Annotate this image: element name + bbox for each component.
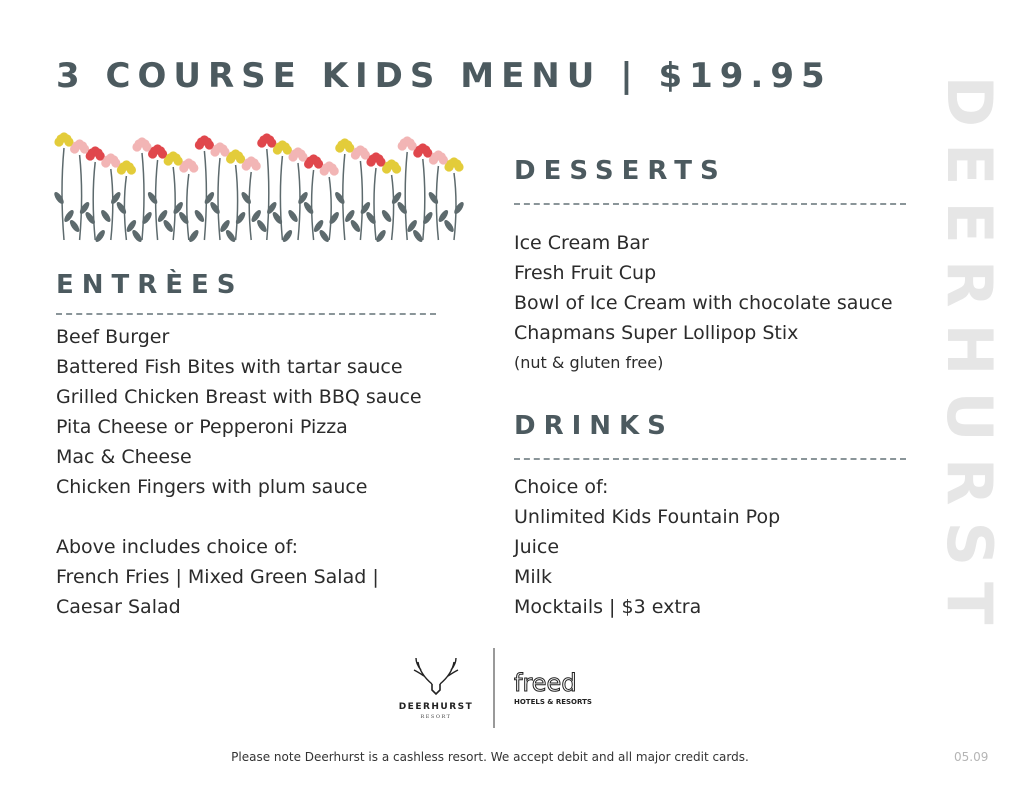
brand-logos (390, 644, 630, 734)
list-item: Mac & Cheese (56, 446, 192, 468)
drinks-heading: DRINKS (514, 411, 674, 441)
desserts-heading: DESSERTS (514, 156, 727, 186)
flower-border-illustration (56, 128, 474, 246)
desserts-divider (514, 203, 906, 205)
list-item: Battered Fish Bites with tartar sauce (56, 356, 403, 378)
list-item: Pita Cheese or Pepperoni Pizza (56, 416, 348, 438)
list-item: Chapmans Super Lollipop Stix (514, 322, 799, 344)
choice-intro: Above includes choice of: (56, 536, 299, 558)
deer-antler-icon (414, 658, 458, 694)
entrees-list (56, 322, 422, 502)
choice-line: Caesar Salad (56, 596, 181, 618)
watermark-text: DEERHURST (933, 75, 1006, 641)
drinks-divider (514, 458, 906, 460)
list-item: Bowl of Ice Cream with chocolate sauce (514, 292, 893, 314)
list-item: Ice Cream Bar (514, 232, 649, 254)
list-item: Unlimited Kids Fountain Pop (514, 506, 781, 528)
choice-line: French Fries | Mixed Green Salad | (56, 566, 379, 588)
dessert-note: (nut & gluten free) (514, 353, 664, 372)
deerhurst-watermark (933, 28, 1006, 688)
freed-logo-sub: HOTELS & RESORTS (514, 698, 592, 706)
entrees-choice-list (56, 532, 379, 622)
list-item: Juice (514, 536, 560, 558)
desserts-list (514, 228, 893, 378)
list-item: Beef Burger (56, 326, 170, 348)
entrees-heading: ENTRÈES (56, 270, 244, 300)
menu-code: 05.09 (954, 750, 989, 764)
list-item: Fresh Fruit Cup (514, 262, 657, 284)
list-item: Choice of: (514, 476, 609, 498)
freed-logo-name: freed (514, 669, 577, 697)
deerhurst-logo-sub: RESORT (420, 714, 452, 720)
list-item: Mocktails | $3 extra (514, 596, 702, 618)
list-item: Grilled Chicken Breast with BBQ sauce (56, 386, 422, 408)
list-item: Milk (514, 566, 552, 588)
list-item: Chicken Fingers with plum sauce (56, 476, 368, 498)
deerhurst-logo-name: DEERHURST (398, 702, 474, 712)
footer-note: Please note Deerhurst is a cashless resort. We accept debit and all major credit cards. (231, 750, 749, 764)
menu-title: 3 COURSE KIDS MENU | $19.95 (56, 56, 832, 96)
drinks-list (514, 472, 780, 622)
entrees-divider (56, 313, 436, 315)
